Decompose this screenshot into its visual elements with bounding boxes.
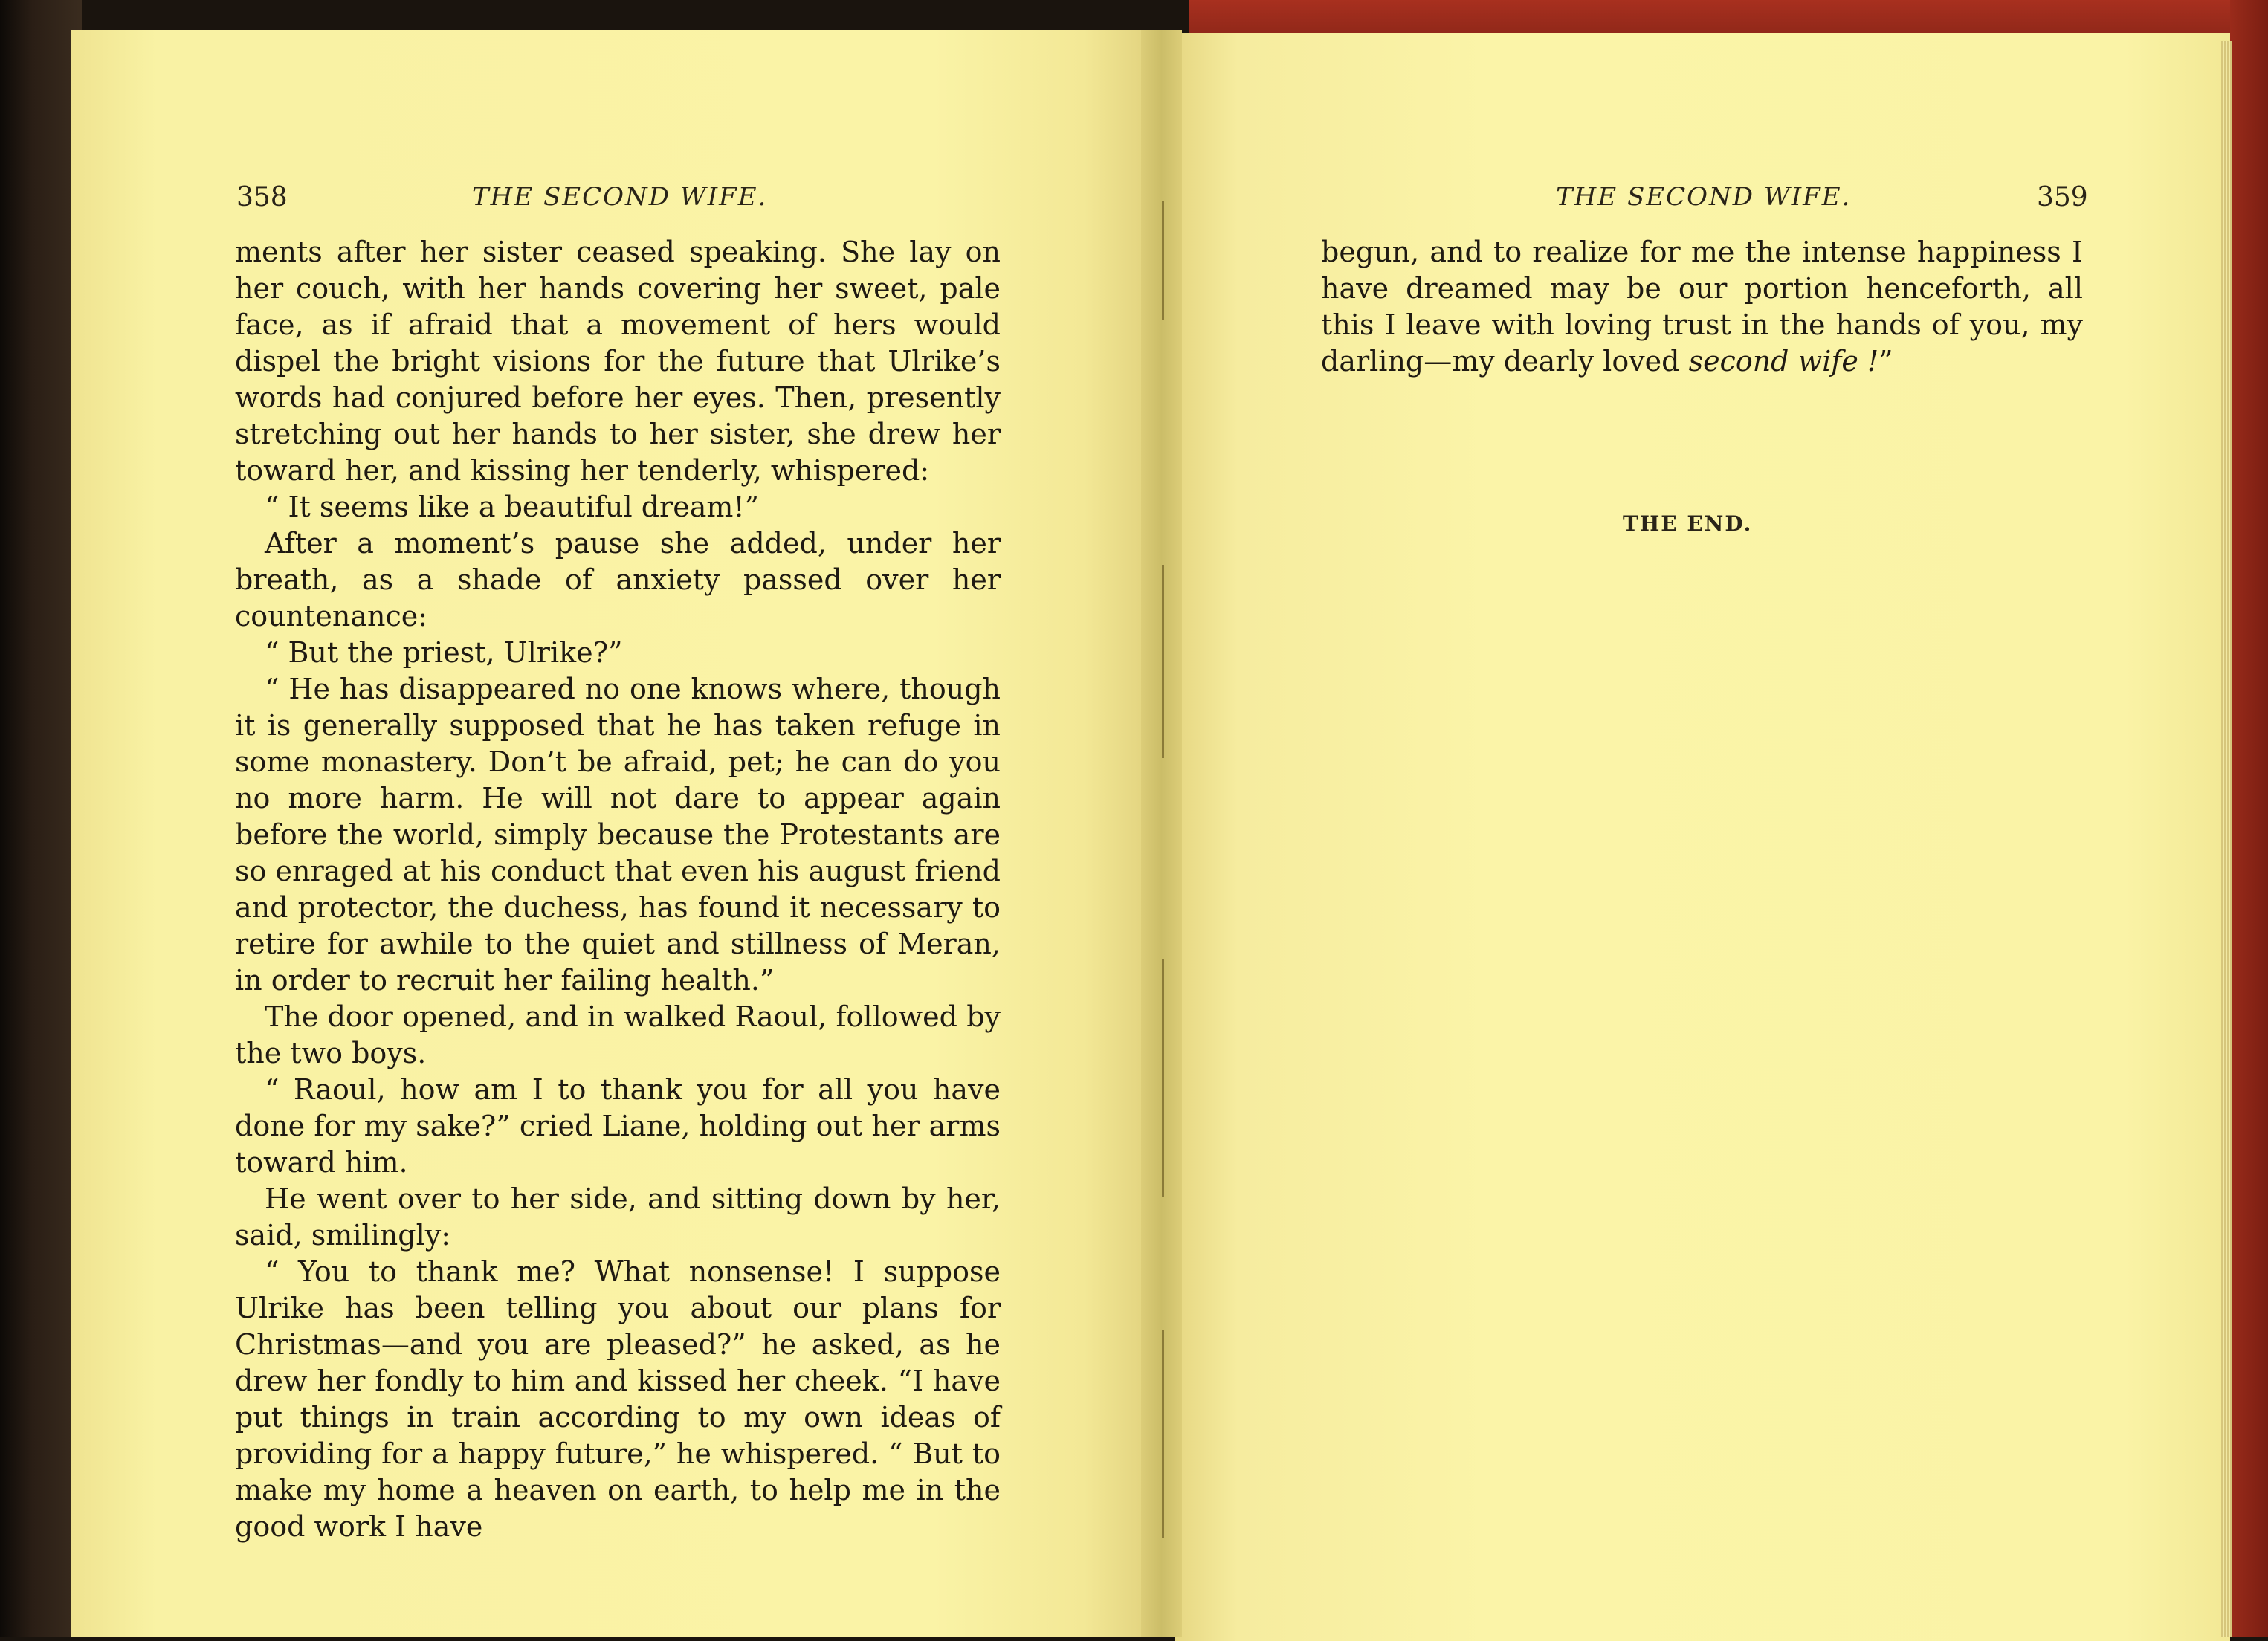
paragraph: “ You to thank me? What nonsense! I suppose Ulrike has been telling you about our plans for Christmas—and you are pleased?” he asked, as he drew her fondly to him and kissed her cheek. “I have put things in train according to my own ideas of providing for a happy future,” he whispered. “ But to make my home a heaven on earth, to help me in the good work I have — [235, 1255, 1001, 1543]
closing-quote: ” — [1878, 345, 1893, 378]
paragraph: “ He has disappeared no one knows where, though it is generally supposed that he has taken refuge in some monastery. Don’t be afraid, pet; he can do you no more harm. He will not dare to appear again before the world, simply because the Protestants are so enraged at his conduct that even his august friend and protector, the duchess, has found it necessary to retire for awhile to the quiet and stillness of Meran, in order to recruit her failing health.” — [235, 673, 1001, 997]
paragraph: ments after her sister ceased speaking. She lay on her couch, with her hands covering her sweet, pale face, as if afraid that a movement of hers would dispel the bright visions for the future that Ulrike’s words had conjured before her eyes. Then, presently stretching out her hands to her sister, she drew her toward her, and kissing her tenderly, whispered: — [235, 236, 1001, 487]
left-page-text — [235, 234, 1001, 1545]
binding-stitch — [1162, 959, 1164, 1197]
right-page-number: 359 — [2037, 182, 2088, 213]
right-running-head: THE SECOND WIFE. — [1556, 182, 1852, 212]
binding-stitch — [1162, 565, 1164, 758]
page-edges — [2221, 41, 2232, 1637]
the-end-heading: THE END. — [1623, 511, 1753, 536]
paragraph: The door opened, and in walked Raoul, followed by the two boys. — [235, 1000, 1001, 1069]
paragraph — [1321, 234, 2083, 380]
paragraph: After a moment’s pause she added, under her breath, as a shade of anxiety passed over her countenance: — [235, 527, 1001, 632]
paragraph: “ Raoul, how am I to thank you for all you have done for my sake?” cried Liane, holding out her arms toward him. — [235, 1073, 1001, 1179]
left-running-head: THE SECOND WIFE. — [472, 182, 768, 212]
book-cover-left-edge — [0, 0, 82, 1637]
paragraph: “ But the priest, Ulrike?” — [265, 636, 623, 669]
left-page-number: 358 — [236, 182, 288, 213]
paragraph-text: begun, and to realize for me the intense happiness I have dreamed may be our portion henceforth, all this I leave with loving trust in the hands of you, my darling—my dearly loved — [1321, 236, 2083, 378]
paragraph: “ It seems like a beautiful dream!” — [265, 491, 760, 523]
paragraph: He went over to her side, and sitting down by her, said, smilingly: — [235, 1182, 1001, 1252]
binding-stitch — [1162, 201, 1164, 320]
binding-stitch — [1162, 1330, 1164, 1538]
right-page-text — [1321, 234, 2083, 380]
book-cover-red-right — [2230, 0, 2268, 1637]
emphasis-text: second wife ! — [1688, 345, 1879, 378]
